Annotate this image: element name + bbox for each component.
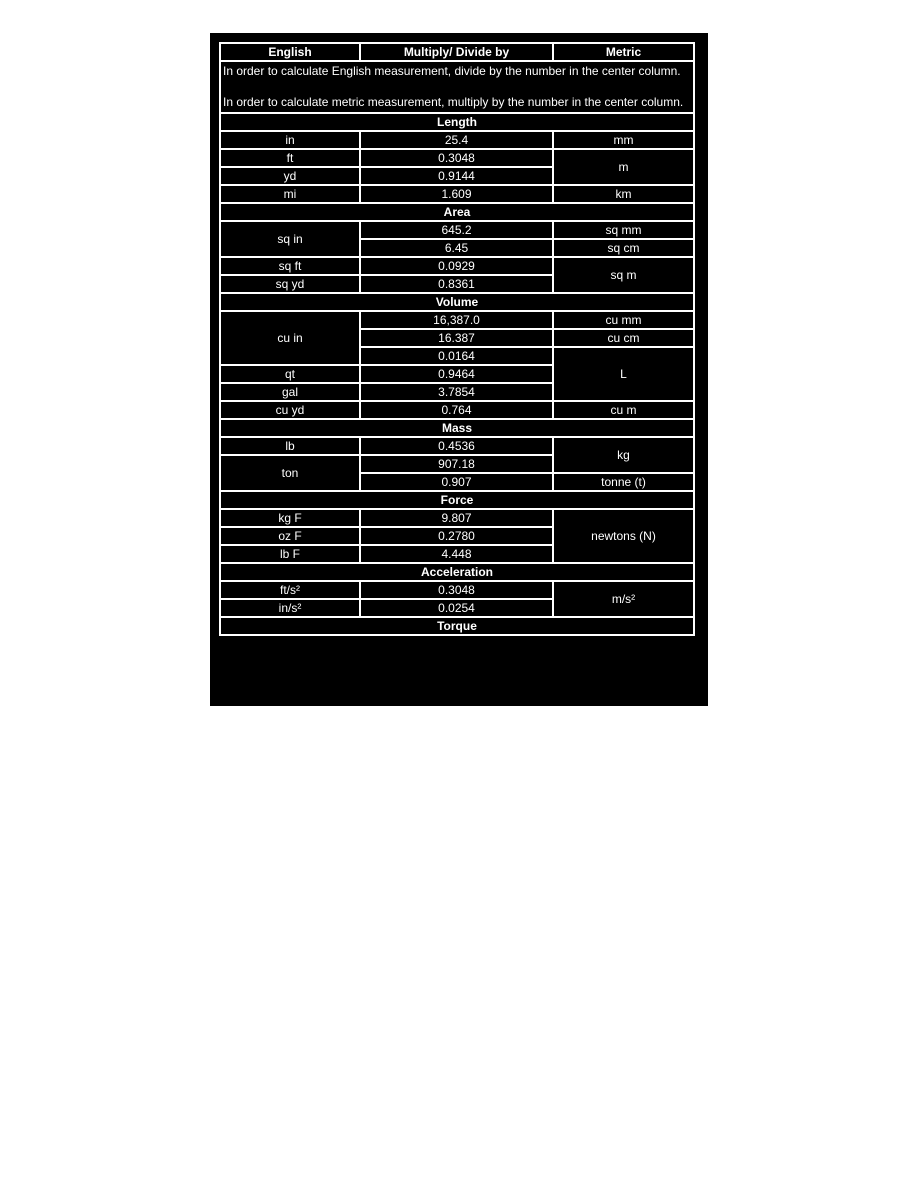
english-unit-cell: ft/s² — [220, 581, 360, 599]
table-row — [220, 221, 694, 239]
header-row — [220, 43, 694, 61]
english-unit-cell: cu yd — [220, 401, 360, 419]
factor-cell: 16.387 — [360, 329, 553, 347]
factor-cell: 1.609 — [360, 185, 553, 203]
factor-cell: 0.0929 — [360, 257, 553, 275]
factor-cell: 0.2780 — [360, 527, 553, 545]
factor-cell: 0.3048 — [360, 149, 553, 167]
metric-unit-cell: cu cm — [553, 329, 694, 347]
metric-unit-cell: newtons (N) — [553, 509, 694, 563]
factor-cell: 0.9144 — [360, 167, 553, 185]
english-unit-cell: oz F — [220, 527, 360, 545]
factor-cell: 0.9464 — [360, 365, 553, 383]
factor-cell: 0.0254 — [360, 599, 553, 617]
english-unit-cell: sq ft — [220, 257, 360, 275]
intro-line-english: In order to calculate English measurement, divide by the number in the center column. — [223, 64, 681, 78]
table-row — [220, 311, 694, 329]
metric-unit-cell: kg — [553, 437, 694, 473]
metric-unit-cell: cu m — [553, 401, 694, 419]
metric-unit-cell: km — [553, 185, 694, 203]
metric-unit-cell: sq cm — [553, 239, 694, 257]
table-row — [220, 581, 694, 599]
factor-cell: 9.807 — [360, 509, 553, 527]
factor-cell: 16,387.0 — [360, 311, 553, 329]
section-row-mass — [220, 419, 694, 437]
intro-line-metric: In order to calculate metric measurement, multiply by the number in the center column. — [223, 95, 684, 109]
metric-unit-cell: L — [553, 347, 694, 401]
section-title-force: Force — [220, 491, 694, 509]
section-title-area: Area — [220, 203, 694, 221]
factor-cell: 645.2 — [360, 221, 553, 239]
metric-unit-cell: m — [553, 149, 694, 185]
factor-cell: 0.764 — [360, 401, 553, 419]
english-unit-cell: sq yd — [220, 275, 360, 293]
header-metric: Metric — [553, 43, 694, 61]
factor-cell: 0.0164 — [360, 347, 553, 365]
factor-cell: 25.4 — [360, 131, 553, 149]
english-unit-cell: lb F — [220, 545, 360, 563]
metric-unit-cell: tonne (t) — [553, 473, 694, 491]
english-unit-cell: cu in — [220, 311, 360, 365]
metric-unit-cell: m/s² — [553, 581, 694, 617]
metric-unit-cell: cu mm — [553, 311, 694, 329]
section-title-volume: Volume — [220, 293, 694, 311]
english-unit-cell: lb — [220, 437, 360, 455]
section-row-acceleration — [220, 563, 694, 581]
english-unit-cell: sq in — [220, 221, 360, 257]
section-title-acceleration: Acceleration — [220, 563, 694, 581]
header-factor: Multiply/ Divide by — [360, 43, 553, 61]
table-row — [220, 401, 694, 419]
table-row — [220, 257, 694, 275]
english-unit-cell: ft — [220, 149, 360, 167]
factor-cell: 0.4536 — [360, 437, 553, 455]
table-row — [220, 509, 694, 527]
section-row-torque — [220, 617, 694, 635]
factor-cell: 907.18 — [360, 455, 553, 473]
english-unit-cell: yd — [220, 167, 360, 185]
table-row — [220, 149, 694, 167]
header-english: English — [220, 43, 360, 61]
english-unit-cell: gal — [220, 383, 360, 401]
factor-cell: 3.7854 — [360, 383, 553, 401]
conversion-table — [219, 42, 695, 636]
section-title-length: Length — [220, 113, 694, 131]
section-title-mass: Mass — [220, 419, 694, 437]
factor-cell: 0.8361 — [360, 275, 553, 293]
section-row-force — [220, 491, 694, 509]
section-row-volume — [220, 293, 694, 311]
english-unit-cell: in — [220, 131, 360, 149]
section-row-length — [220, 113, 694, 131]
metric-unit-cell: sq m — [553, 257, 694, 293]
factor-cell: 6.45 — [360, 239, 553, 257]
factor-cell: 4.448 — [360, 545, 553, 563]
metric-unit-cell: mm — [553, 131, 694, 149]
factor-cell: 0.907 — [360, 473, 553, 491]
english-unit-cell: ton — [220, 455, 360, 491]
intro-text — [220, 61, 694, 113]
intro-row — [220, 61, 694, 113]
english-unit-cell: kg F — [220, 509, 360, 527]
section-row-area — [220, 203, 694, 221]
table-row — [220, 185, 694, 203]
metric-unit-cell: sq mm — [553, 221, 694, 239]
section-title-torque: Torque — [220, 617, 694, 635]
table-row — [220, 437, 694, 455]
table-row — [220, 131, 694, 149]
english-unit-cell: mi — [220, 185, 360, 203]
factor-cell: 0.3048 — [360, 581, 553, 599]
english-unit-cell: qt — [220, 365, 360, 383]
conversion-table-panel — [210, 33, 708, 706]
english-unit-cell: in/s² — [220, 599, 360, 617]
